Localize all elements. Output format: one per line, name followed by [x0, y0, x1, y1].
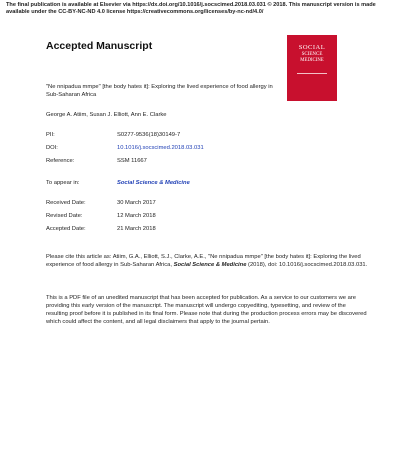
cover-divider [297, 73, 327, 74]
reference-label: Reference: [46, 158, 75, 164]
pii-value: S0277-9536(18)30149-7 [117, 132, 181, 138]
disclaimer-paragraph: This is a PDF file of an unedited manuscript that has been accepted for publication. As a service to our customers we are providing this early version of the manuscript. The manuscript will undergo copyediting, typesetting, and review of the resulting proof before it is published in its final form. Please note that during the production process errors may be discovered which could affect the content, and all legal disclaimers that apply to the journal pertain. [46, 295, 367, 325]
article-title: "Ne nnipadua mmpe" [the body hates it]: Exploring the lived experience of food allergy in Sub-Saharan Africa [46, 84, 273, 98]
license-notice: The final publication is available at Elsevier via https://dx.doi.org/10.1016/j.socscimed.2018.03.031 © 2018. This manuscript version is made available under the CC-BY-NC-ND 4.0 license https://creativecommons.org/licenses/by-nc-nd/4.0/ [6, 2, 376, 15]
revised-date-value: 12 March 2018 [117, 213, 156, 219]
cover-title-line2: SCIENCE [301, 52, 323, 57]
authors: George A. Atiim, Susan J. Elliott, Ann E. Clarke [46, 112, 167, 118]
doi-link[interactable]: 10.1016/j.socscimed.2018.03.031 [117, 145, 204, 151]
pii-label: PII: [46, 132, 55, 138]
citation-suffix: (2018), doi: 10.1016/j.socscimed.2018.03.031. [246, 262, 368, 268]
reference-value: SSM 11667 [117, 158, 147, 164]
journal-name: Social Science & Medicine [117, 180, 190, 186]
citation-journal: Social Science & Medicine [173, 262, 247, 268]
appear-in-label: To appear in: [46, 180, 80, 186]
cover-title-line1: SOCIAL [298, 44, 326, 51]
page-title: Accepted Manuscript [46, 40, 153, 52]
citation-prefix: Please cite this article as: Atiim, G.A., Elliott, S.J., Clarke, A.E., "Ne nnipadua mmpe" [the body hates it]: Exploring the lived experience of food allergy in Sub-Saharan Africa, [46, 254, 361, 268]
received-date-label: Received Date: [46, 200, 86, 206]
accepted-date-label: Accepted Date: [46, 226, 86, 232]
accepted-date-value: 21 March 2018 [117, 226, 156, 232]
citation-paragraph [46, 253, 368, 269]
cover-title-line3: MEDICINE [300, 58, 324, 63]
journal-cover-image [287, 35, 337, 101]
doi-label: DOI: [46, 145, 58, 151]
revised-date-label: Revised Date: [46, 213, 83, 219]
received-date-value: 30 March 2017 [117, 200, 156, 206]
